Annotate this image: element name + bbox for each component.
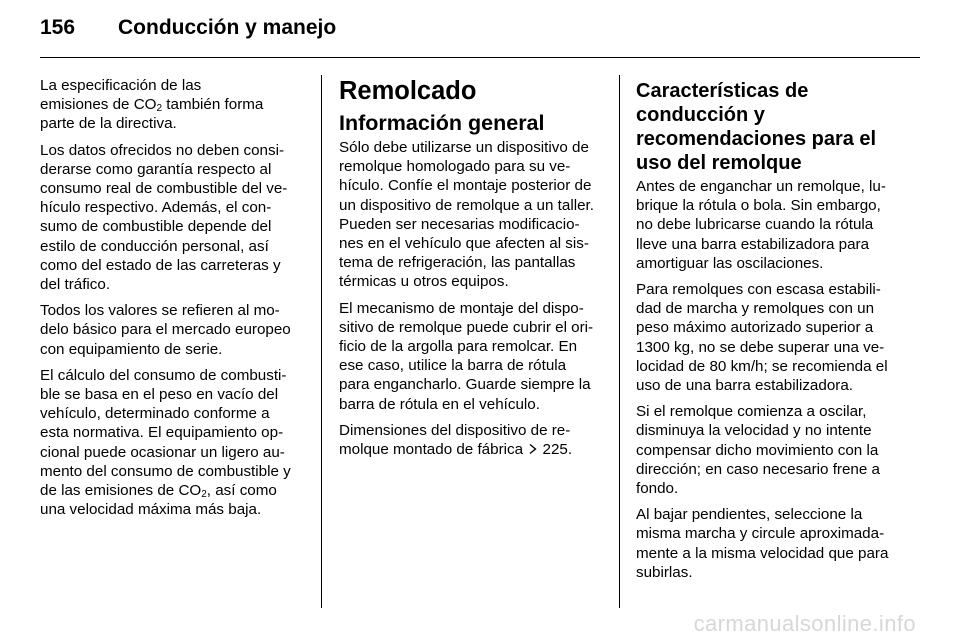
text-line: Antes de enganchar un remolque, lu- (636, 178, 886, 195)
text-line: mente a la misma velocidad que para (636, 544, 889, 562)
text-line: fondo. (636, 480, 679, 498)
paragraph (339, 421, 609, 459)
text-line: ficio de la argolla para remolcar. En (339, 338, 578, 356)
text-line: un dispositivo de remolque a un taller. (339, 196, 594, 214)
text-line: como del estado de las carreteras y (40, 256, 281, 274)
text-line: locidad de 80 km/h; se recomienda el (636, 357, 888, 375)
text-span: también forma (162, 96, 264, 114)
text-line: La especificación de las (40, 77, 202, 94)
text-span: de las emisiones de CO (40, 482, 202, 500)
text-line: Sólo debe utilizarse un dispositivo de (339, 139, 589, 156)
text-line: uso de una barra estabilizadora. (636, 377, 853, 395)
page-header (40, 16, 920, 52)
text-line: Si el remolque comienza a oscilar, (636, 403, 867, 421)
watermark: carmanualsonline.info (693, 611, 916, 636)
subscript: 2 (156, 103, 163, 115)
text-line (339, 440, 609, 459)
paragraph (40, 141, 310, 295)
text-line: El cálculo del consumo de combusti- (40, 366, 287, 384)
text-line: 1300 kg, no se debe superar una ve- (636, 338, 885, 356)
text-line: dad de marcha y remolques con un (636, 300, 875, 318)
text-span: , así como (206, 482, 277, 500)
text-line: tema de refrigeración, las pantallas (339, 254, 576, 272)
text-span: molque montado de fábrica (339, 441, 524, 459)
text-line: ble se basa en el peso en vacío del (40, 386, 279, 404)
text-line: esta normativa. El equipamiento op- (40, 424, 284, 442)
text-line: Todos los valores se refieren al mo- (40, 302, 280, 320)
heading-line: uso del remolque (636, 152, 802, 174)
text-line: brique la rótula o bola. Sin embargo, (636, 197, 881, 215)
text-line: hículo respectivo. Además, el con- (40, 199, 272, 217)
text-line: misma marcha y circule aproximada- (636, 525, 885, 543)
text-line: remolque homologado para su ve- (339, 158, 571, 176)
paragraph (339, 138, 609, 292)
text-line: barra de rótula en el vehículo. (339, 395, 540, 413)
text-line: ese caso, utilice la barra de rótula (339, 357, 567, 375)
column-divider (321, 75, 322, 608)
text-span: emisiones de CO (40, 96, 157, 114)
text-line: lleve una barra estabilizadora para (636, 235, 870, 253)
paragraph (636, 177, 912, 273)
paragraph (40, 301, 310, 359)
section-heading (636, 79, 912, 175)
text-line: Dimensiones del dispositivo de re- (339, 421, 571, 439)
text-line: Al bajar pendientes, seleccione la (636, 506, 863, 524)
column-2 (339, 76, 609, 466)
text-line: Para remolques con escasa estabili- (636, 281, 881, 299)
header-rule (40, 57, 920, 58)
chapter-heading: Remolcado (339, 77, 477, 105)
paragraph (636, 280, 912, 395)
text-line: delo básico para el mercado europeo (40, 321, 291, 339)
text-line: disminuya la velocidad y no intente (636, 422, 872, 440)
text-line: del tráfico. (40, 276, 111, 294)
column-1 (40, 76, 310, 526)
text-line: no debe lubricarse cuando la rótula (636, 216, 874, 234)
page-reference-arrow-icon[interactable] (527, 440, 538, 459)
subscript: 2 (201, 489, 207, 501)
heading-line: Características de (636, 80, 809, 102)
text-line: parte de la directiva. (40, 115, 177, 133)
paragraph (40, 76, 310, 134)
text-line: compensar dicho movimiento con la (636, 441, 879, 459)
text-line: Pueden ser necesarias modificacio- (339, 215, 580, 233)
page-number: 156 (40, 16, 76, 39)
text-line: amortiguar las oscilaciones. (636, 254, 824, 272)
text-line: sitivo de remolque puede cubrir el ori- (339, 318, 594, 336)
text-line (40, 481, 310, 500)
text-line (40, 95, 310, 114)
subsection-heading: Información general (339, 111, 545, 135)
text-line: para engancharlo. Guarde siempre la (339, 376, 591, 394)
paragraph (636, 505, 912, 582)
heading-line: recomendaciones para el (636, 128, 877, 150)
section-title: Conducción y manejo (118, 16, 337, 39)
text-line: térmicas u otros equipos. (339, 273, 509, 291)
heading-line: conducción y (636, 104, 765, 126)
column-divider (619, 75, 620, 608)
text-line: hículo. Confíe el montaje posterior de (339, 177, 592, 195)
text-line: derarse como garantía respecto al (40, 160, 272, 178)
paragraph (40, 366, 310, 520)
text-line: dirección; en caso necesario frene a (636, 460, 880, 478)
column-3 (636, 76, 912, 589)
text-line: cional puede ocasionar un ligero au- (40, 443, 285, 461)
text-line: consumo real de combustible del ve- (40, 180, 288, 198)
paragraph (636, 402, 912, 498)
text-line: sumo de combustible depende del (40, 218, 272, 236)
text-line: con equipamiento de serie. (40, 340, 223, 358)
text-line: una velocidad máxima más baja. (40, 501, 262, 519)
text-line: Los datos ofrecidos no deben consi- (40, 141, 285, 159)
text-line: peso máximo autorizado superior a (636, 319, 874, 337)
paragraph (339, 299, 609, 414)
text-line: estilo de conducción personal, así (40, 237, 269, 255)
text-line: El mecanismo de montaje del dispo- (339, 299, 584, 317)
text-line: nes en el vehículo que afecten al sis- (339, 235, 589, 253)
reference-page-number[interactable]: 225. (542, 441, 573, 459)
text-line: mento del consumo de combustible y (40, 462, 291, 480)
text-line: subirlas. (636, 563, 693, 581)
text-line: vehículo, determinado conforme a (40, 405, 270, 423)
